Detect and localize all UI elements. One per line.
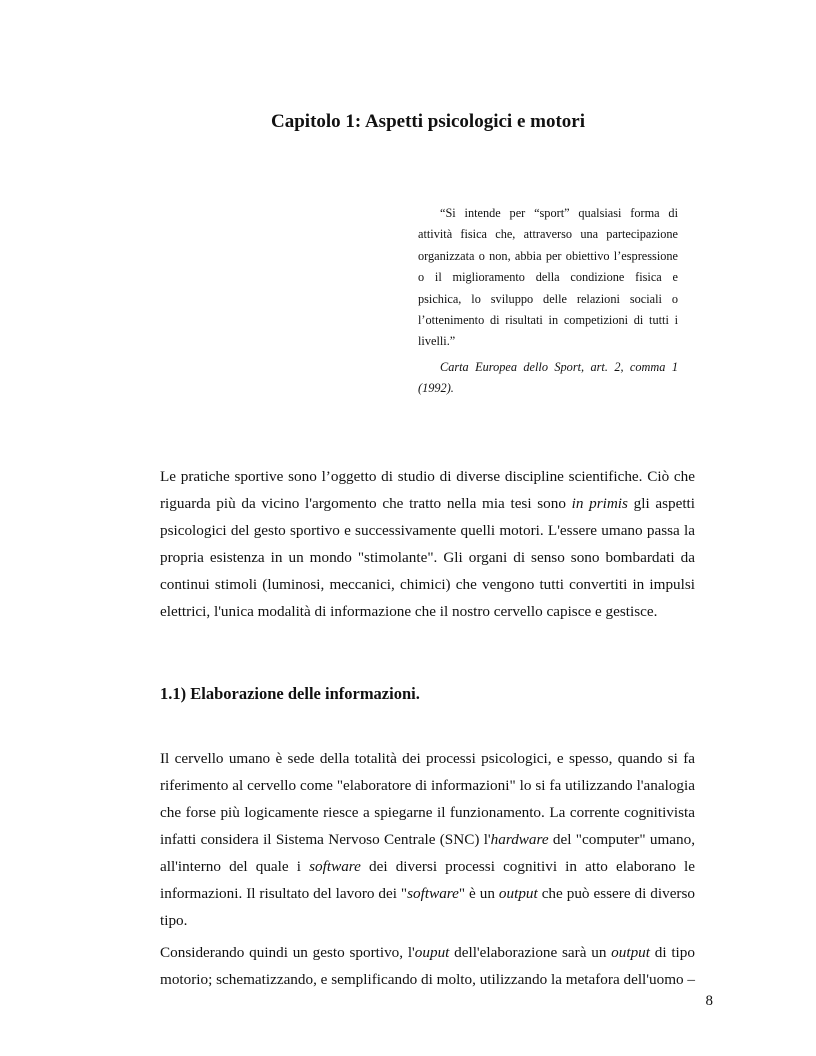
epigraph-quote: “Si intende per “sport” qualsiasi forma di attività fisica che, attraverso una partecipazione organizzata o non, abbia per obiettivo l’espressione o il miglioramento della condizione fisica e psichica, lo sviluppo delle relazioni sociali o l’ottenimento di risultati in competizioni di tutti i livelli.” (418, 206, 678, 349)
text-run: dell'elaborazione sarà un (449, 944, 612, 961)
text-run: dei diversi processi cognitivi in atto elaborano le informazioni. Il risultato del lavoro dei " (160, 858, 695, 902)
emphasis-hardware: hardware (490, 831, 549, 848)
emphasis-output: output (611, 944, 650, 961)
emphasis-in-primis: in primis (571, 495, 628, 512)
emphasis-output: output (498, 885, 538, 902)
emphasis-software: software (407, 885, 459, 902)
intro-paragraph (160, 463, 695, 625)
section-body (160, 745, 695, 993)
page-number: 8 (705, 993, 713, 1009)
section-paragraph-2 (160, 939, 695, 993)
text-run: " è un (458, 885, 499, 902)
emphasis-ouput: ouput (414, 944, 450, 961)
chapter-title: Capitolo 1: Aspetti psicologici e motori (271, 111, 585, 132)
text-run: Considerando quindi un gesto sportivo, l' (160, 944, 415, 961)
epigraph (418, 203, 678, 400)
text-run: di tipo motorio; schematizzando, e semplificando di molto, utilizzando la metafora dell'uomo – (160, 944, 695, 988)
epigraph-source: Carta Europea dello Sport, art. 2, comma 1 (1992). (418, 359, 678, 396)
intro-paragraph-block (160, 463, 695, 625)
section-paragraph-1 (160, 745, 695, 934)
text-run: del "computer" umano, all'interno del quale i (160, 831, 695, 875)
text-run: che può essere di diverso tipo. (160, 885, 695, 929)
text-run: Il cervello umano è sede della totalità dei processi psicologici, e spesso, quando si fa riferimento al cervello come "elaboratore di informazioni" lo si fa utilizzando l'analogia che forse più logicamente riesce a spiegarne il funzionamento. La corrente cognitivista infatti considera il Sistema Nervoso Centrale (SNC) l' (160, 750, 695, 848)
emphasis-software: software (309, 858, 361, 875)
text-run: Le pratiche sportive sono l’oggetto di studio di diverse discipline scientifiche. Ciò che riguarda più da vicino l'argomento che tratto nella mia tesi sono (160, 468, 695, 512)
text-run: gli aspetti psicologici del gesto sportivo e successivamente quelli motori. L'essere umano passa la propria esistenza in un mondo "stimolante". Gli organi di senso sono bombardati da continui stimoli (luminosi, meccanici, chimici) che vengono tutti convertiti in impulsi elettrici, l'unica modalità di informazione che il nostro cervello capisce e gestisce. (160, 495, 695, 620)
section-heading: 1.1) Elaborazione delle informazioni. (160, 684, 420, 703)
